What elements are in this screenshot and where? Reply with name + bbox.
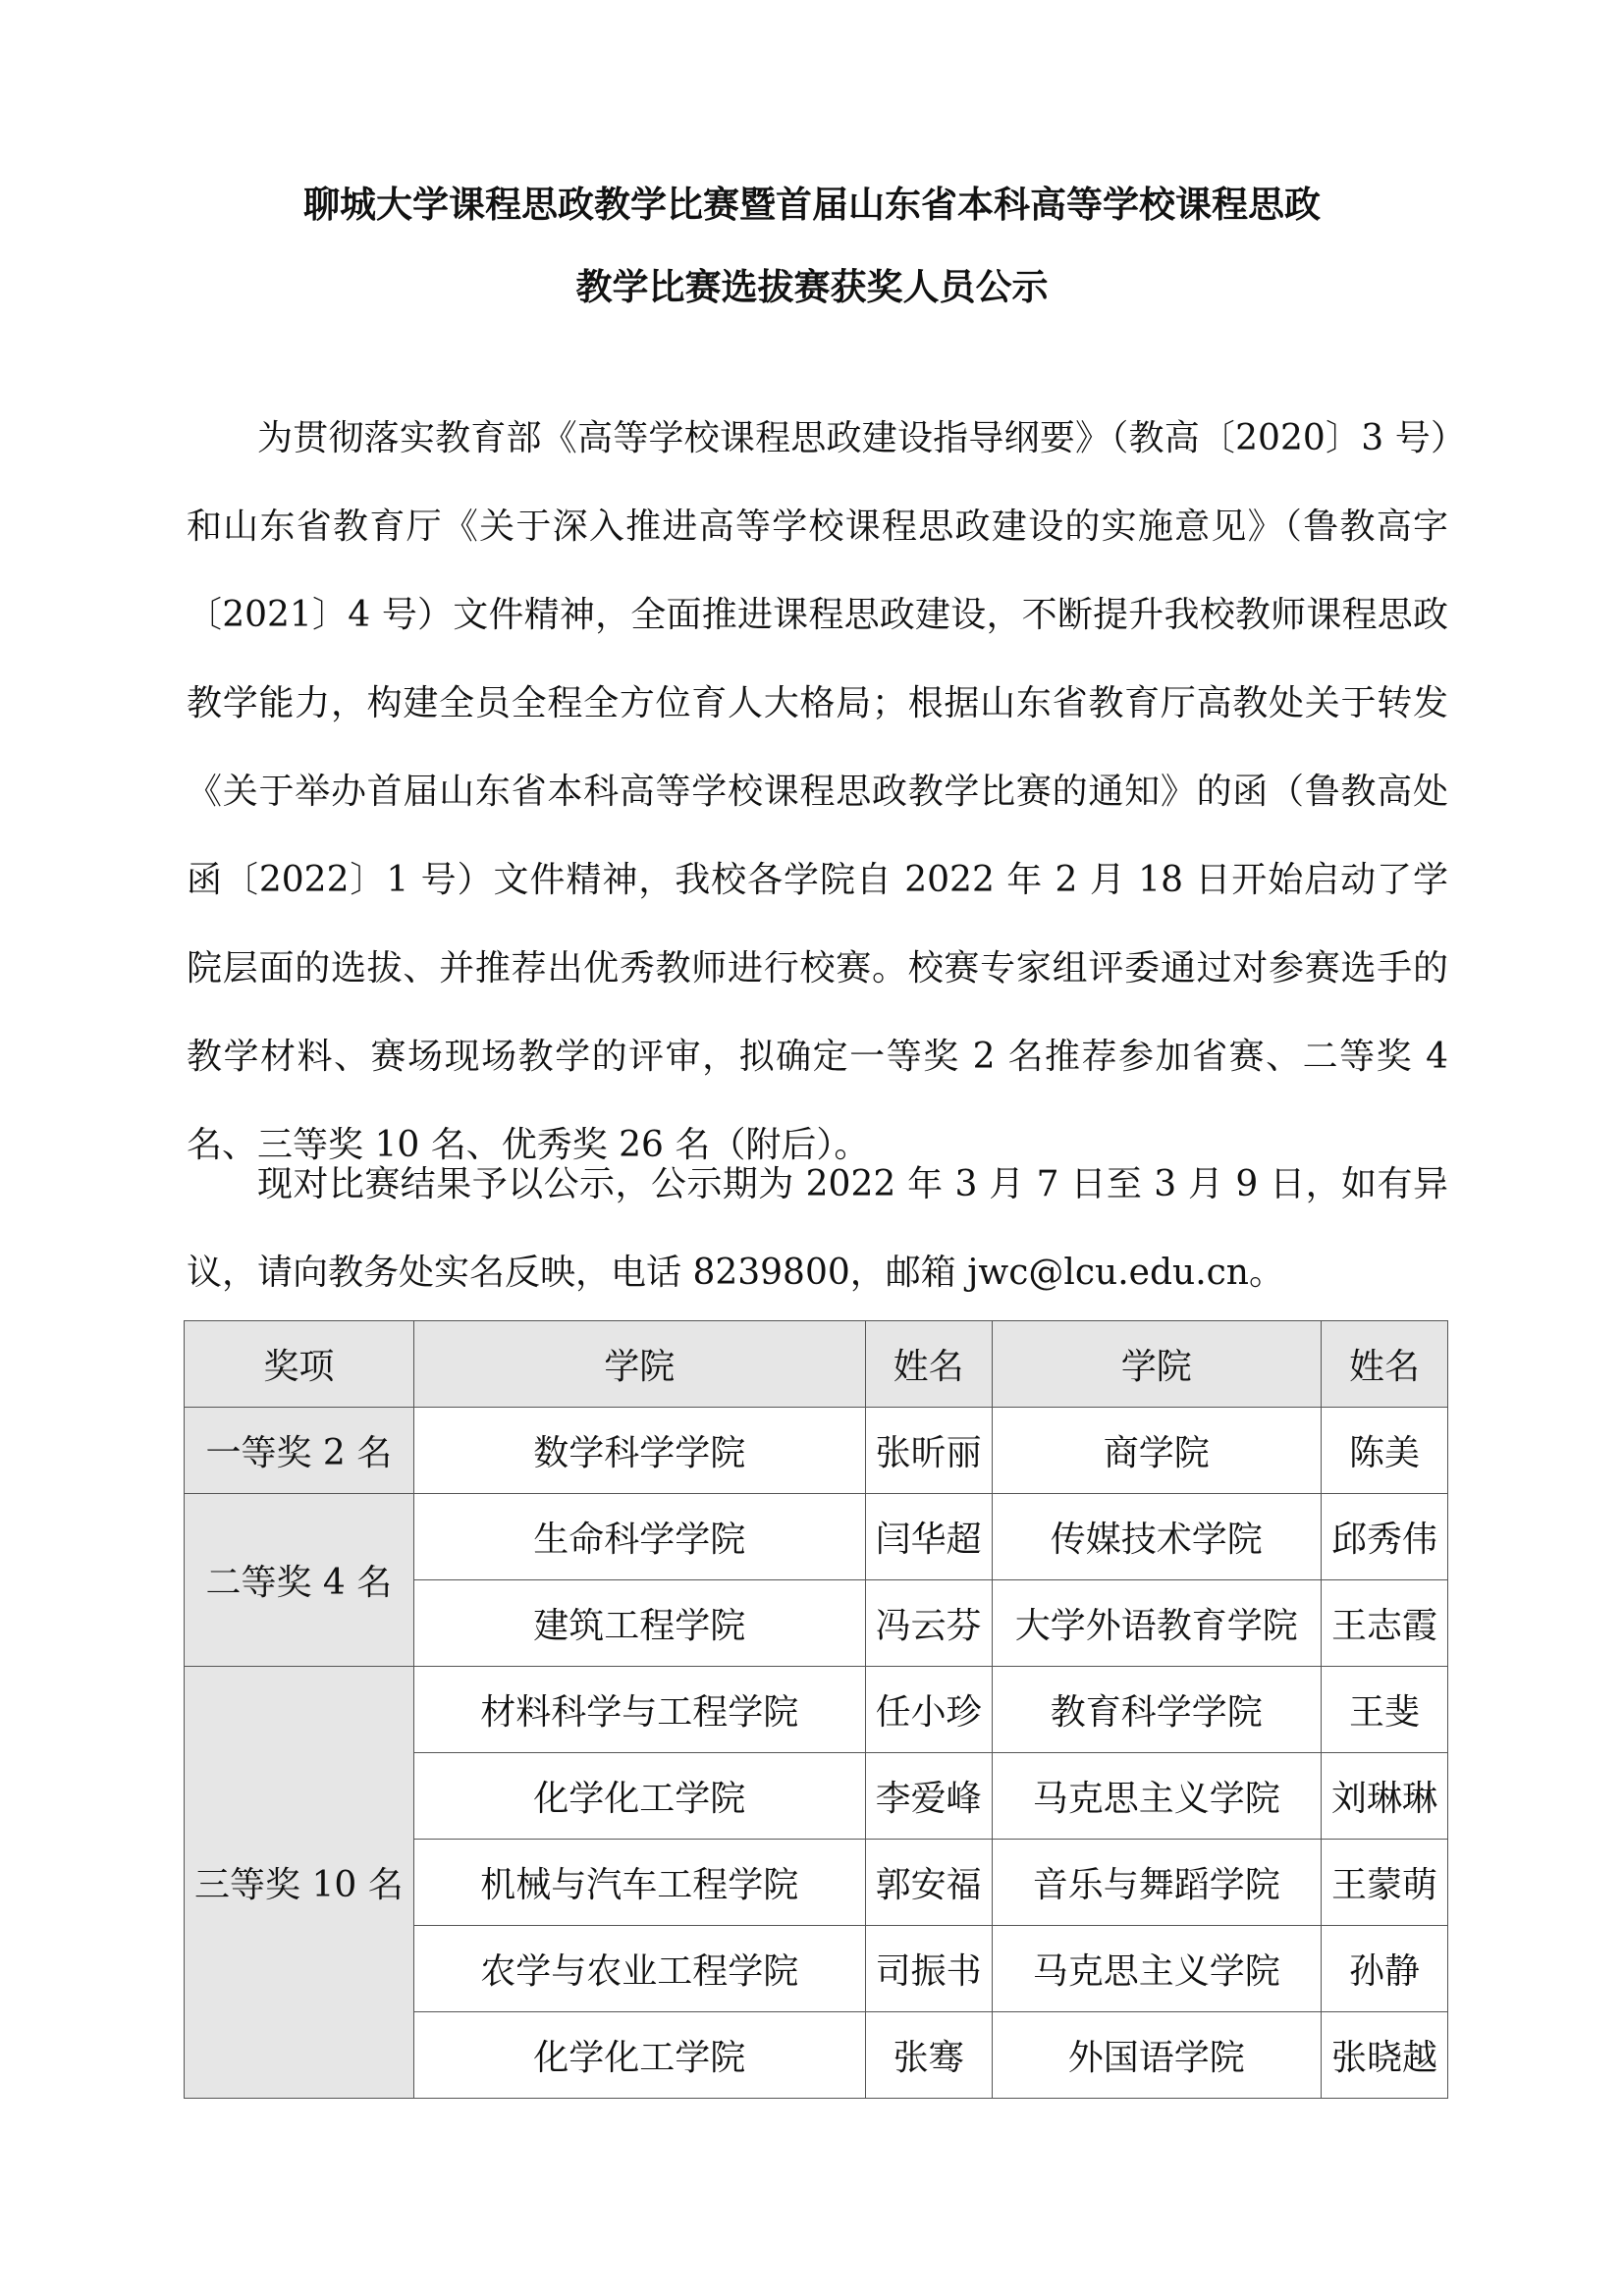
table-row [185, 1408, 1448, 1494]
name-cell: 司振书 [865, 1926, 992, 2012]
table-header-row [185, 1321, 1448, 1408]
name-cell: 张骞 [865, 2012, 992, 2099]
name-cell: 冯云芬 [865, 1580, 992, 1667]
college-cell: 传媒技术学院 [992, 1494, 1322, 1580]
name-cell: 刘琳琳 [1322, 1753, 1448, 1840]
name-cell: 张晓越 [1322, 2012, 1448, 2099]
college-cell: 大学外语教育学院 [992, 1580, 1322, 1667]
body-paragraph-2: 现对比赛结果予以公示，公示期为 2022 年 3 月 7 日至 3 月 9 日，如有异议，请向教务处实名反映，电话 8239800，邮箱 jwc@lcu.edu.cn。 [187, 1164, 1448, 1293]
header-name-2: 姓名 [1322, 1321, 1448, 1408]
name-cell: 孙静 [1322, 1926, 1448, 2012]
college-cell: 生命科学学院 [413, 1494, 865, 1580]
college-cell: 外国语学院 [992, 2012, 1322, 2099]
header-college-1: 学院 [413, 1321, 865, 1408]
name-cell: 邱秀伟 [1322, 1494, 1448, 1580]
name-cell: 张昕丽 [865, 1408, 992, 1494]
college-cell: 教育科学学院 [992, 1667, 1322, 1753]
college-cell: 材料科学与工程学院 [413, 1667, 865, 1753]
name-cell: 王志霞 [1322, 1580, 1448, 1667]
name-cell: 任小珍 [865, 1667, 992, 1753]
name-cell: 郭安福 [865, 1840, 992, 1926]
table-row [185, 1667, 1448, 1753]
award-second: 二等奖 4 名 [185, 1494, 414, 1667]
header-college-2: 学院 [992, 1321, 1322, 1408]
college-cell: 化学化工学院 [413, 2012, 865, 2099]
college-cell: 音乐与舞蹈学院 [992, 1840, 1322, 1926]
header-award: 奖项 [185, 1321, 414, 1408]
college-cell: 机械与汽车工程学院 [413, 1840, 865, 1926]
document-title-line-1: 聊城大学课程思政教学比赛暨首届山东省本科高等学校课程思政 [303, 184, 1321, 226]
awards-table [184, 1320, 1448, 2099]
college-cell: 马克思主义学院 [992, 1926, 1322, 2012]
award-third: 三等奖 10 名 [185, 1667, 414, 2099]
college-cell: 商学院 [992, 1408, 1322, 1494]
name-cell: 陈美 [1322, 1408, 1448, 1494]
body-paragraph-1: 为贯彻落实教育部《高等学校课程思政建设指导纲要》（教高〔2020〕3 号）和山东省教育厅《关于深入推进高等学校课程思政建设的实施意见》（鲁教高字〔2021〕4 号）文件精神，全面推进课程思政建设，不断提升我校教师课程思政教学能力，构建全员全程全方位育人大格局；根据山东省教育厅高教处关于转发《关于举办首届山东省本科高等学校课程思政教学比赛的通知》的函（鲁教高处函〔2022〕1 号）文件精神，我校各学院自 2022 年 2 月 18 日开始启动了学院层面的选拔、并推荐出优秀教师进行校赛。校赛专家组评委通过对参赛选手的教学材料、赛场现场教学的评审，拟确定一等奖 2 名推荐参加省赛、二等奖 4 名、三等奖 10 名、优秀奖 26 名（附后）。 [187, 418, 1448, 1165]
college-cell: 建筑工程学院 [413, 1580, 865, 1667]
award-first: 一等奖 2 名 [185, 1408, 414, 1494]
name-cell: 王斐 [1322, 1667, 1448, 1753]
name-cell: 闫华超 [865, 1494, 992, 1580]
name-cell: 李爱峰 [865, 1753, 992, 1840]
table-row [185, 1494, 1448, 1580]
name-cell: 王蒙萌 [1322, 1840, 1448, 1926]
document-title-line-2: 教学比赛选拔赛获奖人员公示 [575, 266, 1049, 308]
college-cell: 农学与农业工程学院 [413, 1926, 865, 2012]
college-cell: 化学化工学院 [413, 1753, 865, 1840]
college-cell: 马克思主义学院 [992, 1753, 1322, 1840]
college-cell: 数学科学学院 [413, 1408, 865, 1494]
header-name-1: 姓名 [865, 1321, 992, 1408]
